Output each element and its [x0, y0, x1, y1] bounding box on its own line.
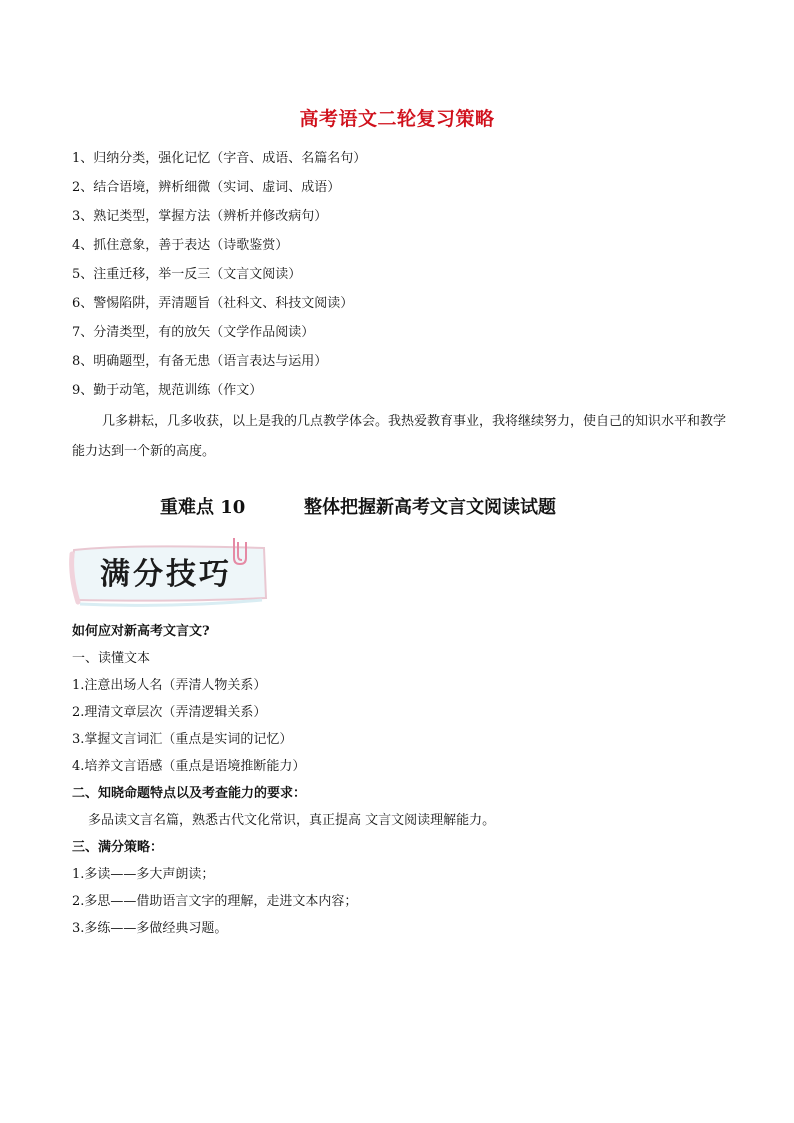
part3-heading: 三、满分策略：	[72, 840, 164, 855]
list-item: 3.掌握文言词汇（重点是实词的记忆）	[72, 732, 293, 747]
list-item: 1.注意出场人名（弄清人物关系）	[72, 678, 267, 693]
list-item: 3、熟记类型，掌握方法（辨析并修改病句）	[72, 209, 328, 224]
part2-heading: 二、知晓命题特点以及考查能力的要求：	[72, 786, 307, 801]
section-label: 重难点 10	[160, 497, 246, 518]
list-item: 9、勤于动笔，规范训练（作文）	[72, 383, 263, 398]
strategy-list	[72, 150, 732, 411]
list-item: 2.多思——借助语言文字的理解，走进文本内容；	[72, 894, 358, 909]
banner-shape	[66, 536, 272, 608]
banner-badge	[66, 536, 272, 608]
section-title: 整体把握新高考文言文阅读试题	[304, 497, 556, 518]
list-item: 7、分清类型，有的放矢（文学作品阅读）	[72, 325, 315, 340]
list-item: 8、明确题型，有备无患（语言表达与运用）	[72, 354, 328, 369]
section-heading	[0, 493, 794, 523]
list-item: 2.理清文章层次（弄清逻辑关系）	[72, 705, 267, 720]
banner-text: 满分技巧	[100, 557, 232, 592]
list-item: 1、归纳分类，强化记忆（字音、成语、名篇名句）	[72, 151, 367, 166]
closing-paragraph: 几多耕耘，几多收获，以上是我的几点教学体会。我热爱教育事业，我将继续努力，使自己的知识水平和教学能力达到一个新的高度。	[72, 414, 727, 459]
question-heading: 如何应对新高考文言文?	[72, 624, 210, 639]
part1-heading: 一、读懂文本	[72, 651, 151, 666]
list-item: 4.培养文言语感（重点是语境推断能力）	[72, 759, 306, 774]
list-item: 6、警惕陷阱，弄清题旨（社科文、科技文阅读）	[72, 296, 354, 311]
list-item: 4、抓住意象，善于表达（诗歌鉴赏）	[72, 238, 289, 253]
list-item: 5、注重迁移，举一反三（文言文阅读）	[72, 267, 302, 282]
qa-section	[72, 624, 732, 948]
part2-text: 多品读文言名篇，熟悉古代文化常识，真正提高 文言文阅读理解能力。	[88, 813, 496, 828]
list-item: 2、结合语境，辨析细微（实词、虚词、成语）	[72, 180, 341, 195]
list-item: 3.多练——多做经典习题。	[72, 921, 228, 936]
document-title: 高考语文二轮复习策略	[299, 108, 495, 130]
list-item: 1.多读——多大声朗读；	[72, 867, 215, 882]
